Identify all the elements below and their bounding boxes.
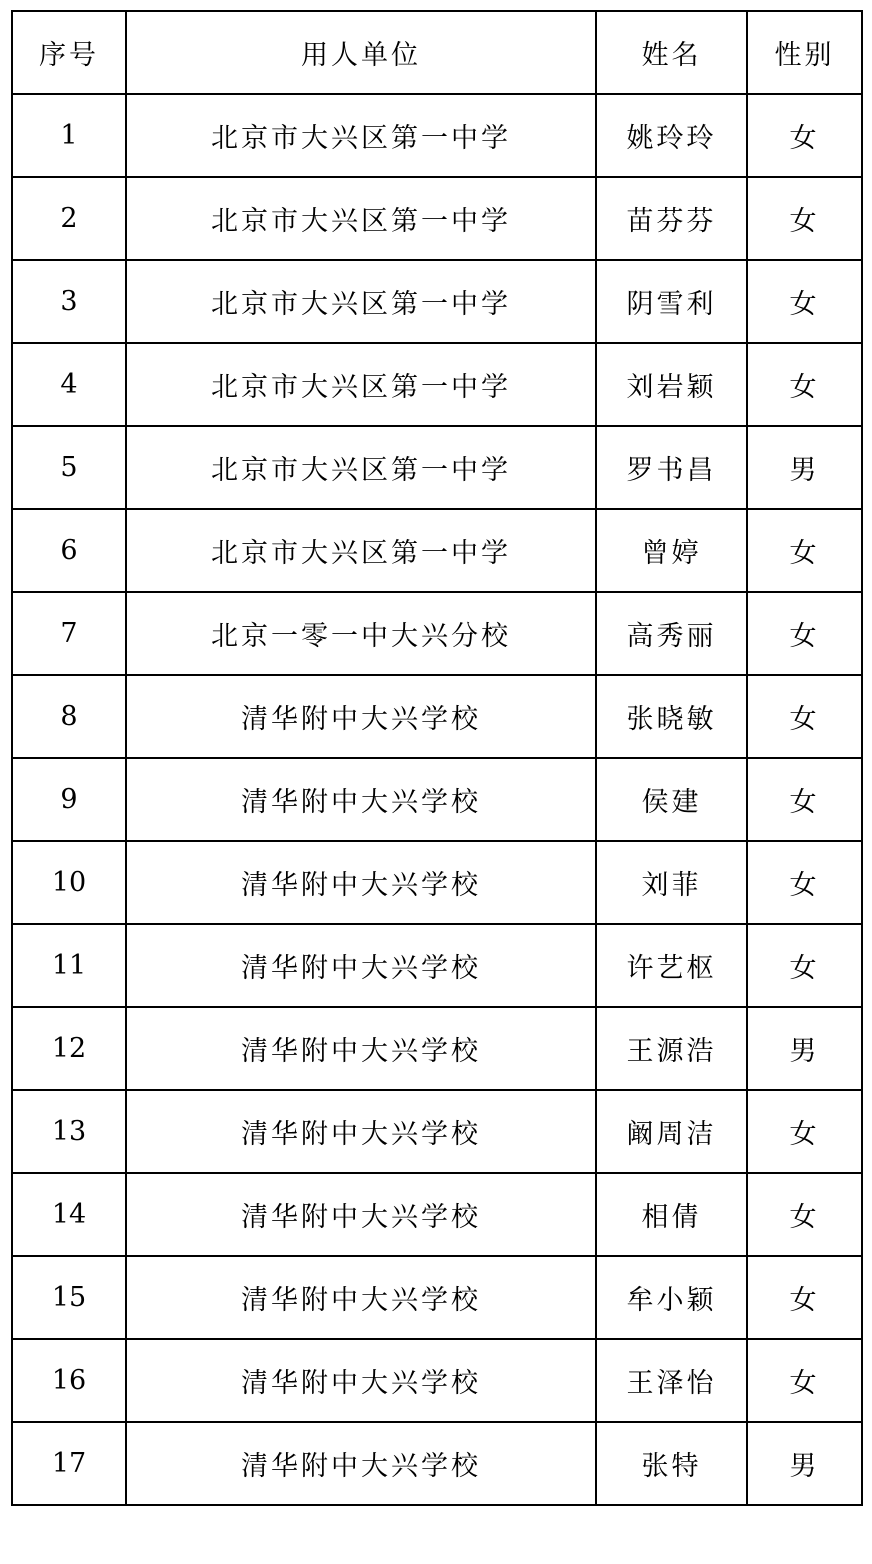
table-row	[12, 1007, 862, 1090]
cell-gender: 女	[747, 177, 862, 260]
table-row	[12, 177, 862, 260]
cell-gender: 女	[747, 841, 862, 924]
cell-gender: 女	[747, 675, 862, 758]
roster-table	[11, 10, 863, 1506]
cell-name: 姚玲玲	[596, 94, 747, 177]
cell-employer: 北京市大兴区第一中学	[126, 260, 596, 343]
cell-name: 刘菲	[596, 841, 747, 924]
cell-name: 相倩	[596, 1173, 747, 1256]
cell-serial-number: 15	[12, 1256, 126, 1339]
cell-name: 高秀丽	[596, 592, 747, 675]
cell-serial-number: 17	[12, 1422, 126, 1505]
cell-employer: 清华附中大兴学校	[126, 841, 596, 924]
cell-employer: 清华附中大兴学校	[126, 1173, 596, 1256]
cell-serial-number: 5	[12, 426, 126, 509]
table-row	[12, 1422, 862, 1505]
cell-name: 罗书昌	[596, 426, 747, 509]
cell-gender: 女	[747, 343, 862, 426]
table-row	[12, 94, 862, 177]
cell-employer: 清华附中大兴学校	[126, 1007, 596, 1090]
cell-name: 张晓敏	[596, 675, 747, 758]
cell-gender: 女	[747, 924, 862, 1007]
cell-gender: 女	[747, 1173, 862, 1256]
cell-employer: 清华附中大兴学校	[126, 675, 596, 758]
cell-employer: 清华附中大兴学校	[126, 1090, 596, 1173]
table-row	[12, 1339, 862, 1422]
table-row	[12, 924, 862, 1007]
cell-serial-number: 2	[12, 177, 126, 260]
cell-gender: 女	[747, 260, 862, 343]
header-row	[12, 11, 862, 94]
cell-employer: 北京市大兴区第一中学	[126, 94, 596, 177]
table-row	[12, 260, 862, 343]
cell-serial-number: 13	[12, 1090, 126, 1173]
cell-employer: 清华附中大兴学校	[126, 924, 596, 1007]
cell-serial-number: 1	[12, 94, 126, 177]
cell-gender: 男	[747, 1422, 862, 1505]
cell-employer: 北京市大兴区第一中学	[126, 426, 596, 509]
cell-employer: 清华附中大兴学校	[126, 1339, 596, 1422]
cell-serial-number: 12	[12, 1007, 126, 1090]
table-header	[12, 11, 862, 94]
cell-serial-number: 16	[12, 1339, 126, 1422]
cell-name: 侯建	[596, 758, 747, 841]
cell-name: 曾婷	[596, 509, 747, 592]
cell-serial-number: 7	[12, 592, 126, 675]
cell-gender: 女	[747, 1256, 862, 1339]
table-row	[12, 509, 862, 592]
table-row	[12, 758, 862, 841]
cell-serial-number: 10	[12, 841, 126, 924]
cell-serial-number: 6	[12, 509, 126, 592]
cell-gender: 男	[747, 426, 862, 509]
cell-serial-number: 9	[12, 758, 126, 841]
table-row	[12, 1256, 862, 1339]
cell-serial-number: 14	[12, 1173, 126, 1256]
table-row	[12, 841, 862, 924]
cell-serial-number: 8	[12, 675, 126, 758]
cell-name: 张特	[596, 1422, 747, 1505]
cell-serial-number: 11	[12, 924, 126, 1007]
cell-gender: 女	[747, 592, 862, 675]
header-name: 姓名	[596, 11, 747, 94]
cell-gender: 女	[747, 1090, 862, 1173]
cell-employer: 北京市大兴区第一中学	[126, 177, 596, 260]
cell-name: 王泽怡	[596, 1339, 747, 1422]
table-row	[12, 592, 862, 675]
cell-name: 阴雪利	[596, 260, 747, 343]
header-employer: 用人单位	[126, 11, 596, 94]
cell-employer: 清华附中大兴学校	[126, 1256, 596, 1339]
cell-gender: 男	[747, 1007, 862, 1090]
header-gender: 性别	[747, 11, 862, 94]
table-row	[12, 1173, 862, 1256]
cell-name: 许艺枢	[596, 924, 747, 1007]
cell-name: 阚周洁	[596, 1090, 747, 1173]
cell-employer: 北京市大兴区第一中学	[126, 509, 596, 592]
table-row	[12, 426, 862, 509]
cell-name: 苗芬芬	[596, 177, 747, 260]
cell-name: 牟小颖	[596, 1256, 747, 1339]
cell-gender: 女	[747, 758, 862, 841]
table-row	[12, 343, 862, 426]
cell-serial-number: 4	[12, 343, 126, 426]
header-serial-number: 序号	[12, 11, 126, 94]
cell-employer: 清华附中大兴学校	[126, 758, 596, 841]
table-body	[12, 94, 862, 1505]
table-row	[12, 675, 862, 758]
cell-gender: 女	[747, 509, 862, 592]
table-row	[12, 1090, 862, 1173]
cell-employer: 北京一零一中大兴分校	[126, 592, 596, 675]
cell-gender: 女	[747, 1339, 862, 1422]
cell-serial-number: 3	[12, 260, 126, 343]
cell-name: 刘岩颖	[596, 343, 747, 426]
cell-name: 王源浩	[596, 1007, 747, 1090]
cell-gender: 女	[747, 94, 862, 177]
cell-employer: 清华附中大兴学校	[126, 1422, 596, 1505]
cell-employer: 北京市大兴区第一中学	[126, 343, 596, 426]
